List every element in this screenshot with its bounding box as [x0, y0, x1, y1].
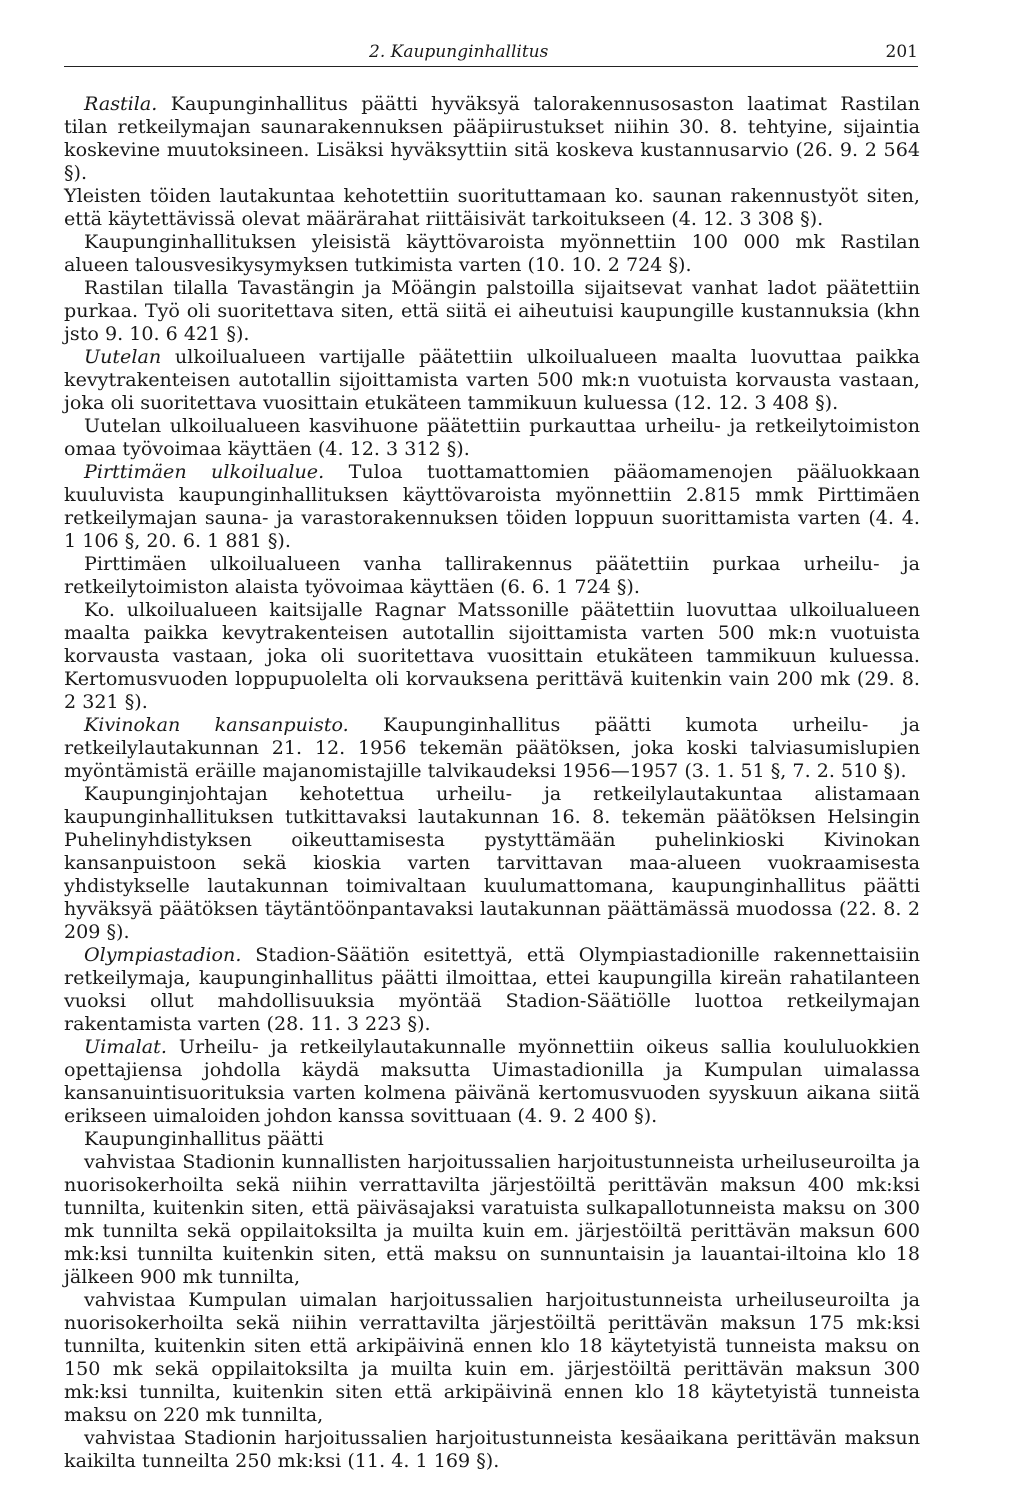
section-heading: Olympiastadion. [84, 943, 242, 966]
paragraph-olympiastadion: Olympiastadion. Stadion-Säätiön esitettyä, että Olympiastadionille rakennettaisiin retkeilymaja, kaupunginhallitus päätti ilmoittaa, ettei kaupungilla kireän rahatilanteen vuoksi ollut mahdollisuuksia myöntää Stadion-Säätiölle luottoa retkeilymajan rakentamista varten (28. 11. 3 223 §). [64, 943, 920, 1035]
section-heading: Uutelan [84, 345, 162, 368]
body-text [64, 92, 920, 1472]
paragraph-pirttimaki: Pirttimäen ulkoilualue. Tuloa tuottamattomien pääomamenojen pääluokkaan kuuluvista kaupunginhallituksen käyttövaroista myönnettiin 2.815 mmk Pirttimäen retkeilymajan sauna- ja varastorakennuksen töiden loppuun suorittamista varten (4. 4. 1 106 §, 20. 6. 1 881 §). [64, 460, 920, 552]
running-title: 2. Kaupunginhallitus [369, 42, 549, 62]
section-heading: Kivinokan kansanpuisto. [84, 713, 349, 736]
paragraph-kivinokka: Kivinokan kansanpuisto. Kaupunginhallitus päätti kumota urheilu- ja retkeilylautakunnan 21. 12. 1956 tekemän päätöksen, joka koski talviasumislupien myöntämistä eräille majanomistajille talvikaudeksi 1956—1957 (3. 1. 51 §, 7. 2. 510 §). [64, 713, 920, 782]
paragraph: Kaupunginjohtajan kehotettua urheilu- ja retkeilylautakuntaa alistamaan kaupunginhallituksen tutkittavaksi lautakunnan 16. 8. tekemän päätöksen Helsingin Puhelinyhdistyksen oikeuttamisesta pystyttämään puhelinkioski Kivinokan kansanpuistoon sekä kioskia varten tarvittavan maa-alueen vuokraamisesta yhdistykselle lautakunnan toimivaltaan kuulumattomana, kaupunginhallitus päätti hyväksyä päätöksen täytäntöönpantavaksi lautakunnan päättämässä muodossa (22. 8. 2 209 §). [64, 782, 920, 943]
paragraph-rastila: Rastila. Kaupunginhallitus päätti hyväksyä talorakennusosaston laatimat Rastilan tilan retkeilymajan saunarakennuksen pääpiirustukset niihin 30. 8. tehtyine, sijaintia koskevine muutoksineen. Lisäksi hyväksyttiin sitä koskeva kustannusarvio (26. 9. 2 564 §). [64, 92, 920, 184]
paragraph: Rastilan tilalla Tavastängin ja Möängin palstoilla sijaitsevat vanhat ladot päätettiin purkaa. Työ oli suoritettava siten, että siitä ei aiheutuisi kaupungille kustannuksia (khn jsto 9. 10. 6 421 §). [64, 276, 920, 345]
paragraph-uutela: Uutelan ulkoilualueen vartijalle päätettiin ulkoilualueen maalta luovuttaa paikka kevytrakenteisen autotallin sijoittamista varten 500 mk:n vuotuista korvausta vastaan, joka oli suoritettava vuosittain etukäteen tammikuun kuluessa (12. 12. 3 408 §). [64, 345, 920, 414]
paragraph: Uutelan ulkoilualueen kasvihuone päätettiin purkauttaa urheilu- ja retkeilytoimiston omaa työvoimaa käyttäen (4. 12. 3 312 §). [64, 414, 920, 460]
paragraph: Pirttimäen ulkoilualueen vanha tallirakennus päätettiin purkaa urheilu- ja retkeilytoimiston alaista työvoimaa käyttäen (6. 6. 1 724 §). [64, 552, 920, 598]
paragraph: Ko. ulkoilualueen kaitsijalle Ragnar Matssonille päätettiin luovuttaa ulkoilualueen maalta paikka kevytrakenteisen autotallin sijoittamista varten 500 mk:n vuotuista korvausta vastaan, joka oli suoritettava vuosittain etukäteen tammikuun kuluessa. Kertomusvuoden loppupuolelta oli korvauksena perittävä kuitenkin vain 200 mk (29. 8. 2 321 §). [64, 598, 920, 713]
list-item: vahvistaa Stadionin harjoitussalien harjoitustunneista kesäaikana perittävän maksun kaikilta tunneilta 250 mk:ksi (11. 4. 1 169 §). [64, 1426, 920, 1472]
section-heading: Rastila. [84, 92, 158, 115]
paragraph: Kaupunginhallituksen yleisistä käyttövaroista myönnettiin 100 000 mk Rastilan alueen talousvesikysymyksen tutkimista varten (10. 10. 2 724 §). [64, 230, 920, 276]
list-item: vahvistaa Kumpulan uimalan harjoitussalien harjoitustunneista urheiluseuroilta ja nuorisokerhoilta sekä niihin verrattavilta järjestöiltä perittävän maksun 175 mk:ksi tunnilta, kuitenkin siten että arkipäivinä ennen klo 18 käytetyistä tunneista maksu on 150 mk sekä oppilaitoksilta ja muilta kuin em. järjestöiltä perittävän maksun 300 mk:ksi tunnilta, kuitenkin siten että arkipäivinä ennen klo 18 käytetyistä tunneista maksu on 220 mk tunnilta, [64, 1288, 920, 1426]
paragraph-uimalat: Uimalat. Urheilu- ja retkeilylautakunnalle myönnettiin oikeus sallia koululuokkien opettajiensa johdolla käydä maksutta Uimastadionilla ja Kumpulan uimalassa kansanuintisuorituksia varten kolmena päivänä kertomusvuoden syyskuun aikana siitä erikseen uimaloiden johdon kanssa sovittuaan (4. 9. 2 400 §). [64, 1035, 920, 1127]
section-heading: Pirttimäen ulkoilualue. [84, 460, 325, 483]
list-item: vahvistaa Stadionin kunnallisten harjoitussalien harjoitustunneista urheiluseuroilta ja nuorisokerhoilta sekä niihin verrattavilta järjestöiltä perittävän maksun 400 mk:ksi tunnilta, kuitenkin siten, että päiväsajaksi varatuista sulkapallotunneista maksu on 300 mk tunnilta sekä oppilaitoksilta ja muilta kuin em. järjestöiltä perittävän maksun 600 mk:ksi tunnilta kuitenkin siten, että maksu on sunnuntaisin ja lauantai-iltoina klo 18 jälkeen 900 mk tunnilta, [64, 1150, 920, 1288]
section-heading: Uimalat. [84, 1035, 167, 1058]
paragraph: Yleisten töiden lautakuntaa kehotettiin suorituttamaan ko. saunan rakennustyöt siten, että käytettävissä olevat määrärahat riittäisivät tarkoitukseen (4. 12. 3 308 §). [64, 184, 920, 230]
paragraph: Kaupunginhallitus päätti [84, 1127, 324, 1150]
page-number: 201 [885, 42, 918, 62]
running-header [64, 42, 918, 67]
